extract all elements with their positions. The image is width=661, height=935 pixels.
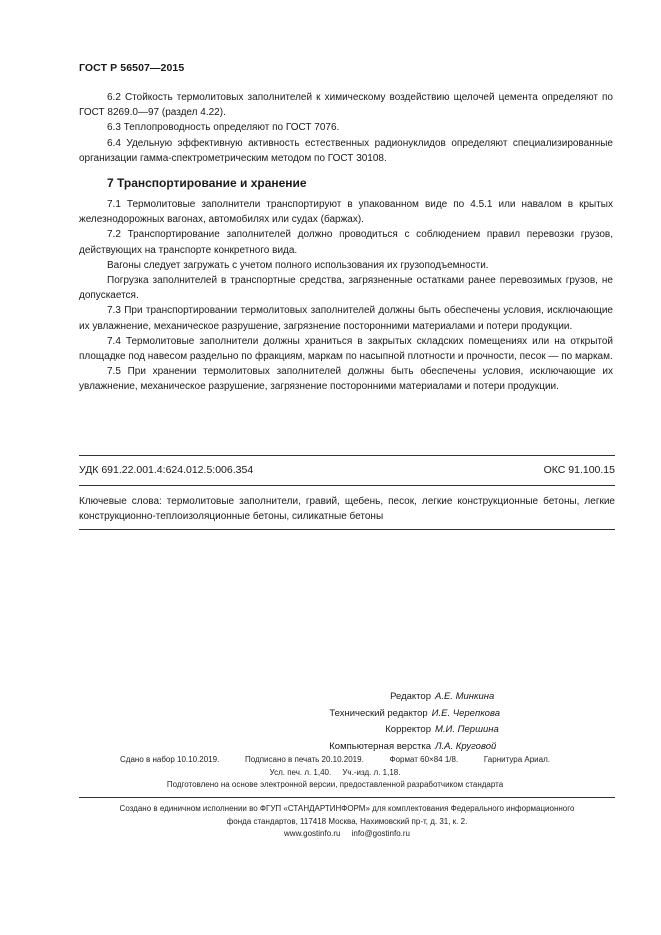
udk-code: УДК 691.22.001.4:624.012.5:006.354 (79, 464, 254, 476)
divider-top (79, 455, 615, 456)
paragraph: 6.4 Удельную эффективную активность естественных радионуклидов определяют специализированные организации гамма-спектрометрическим методом по ГОСТ 30108. (79, 137, 613, 164)
paragraph: 7.2 Транспортирование заполнителей должно проводиться с соблюдением правил перевозки грузов, действующих на транспорте конкретного вида. (79, 229, 613, 256)
credit-role: Редактор (390, 691, 431, 702)
publisher-block (79, 803, 615, 841)
imprint-signed-date: Подписано в печать 20.10.2019. (245, 755, 364, 764)
imprint-format: Формат 60×84 1/8. (389, 755, 459, 764)
credit-row (200, 739, 500, 756)
classification-row (79, 464, 615, 476)
paragraph: 7.5 При хранении термолитовых заполнителей должны быть обеспечены условия, исключающие их увлажнение, механическое разрушение, загрязнение посторонними материалами и потери продукции. (79, 366, 613, 393)
imprint-sheets: Усл. печ. л. 1,40. Уч.-изд. л. 1,18. (269, 767, 401, 777)
paragraph: 7.4 Термолитовые заполнители должны храниться в закрытых складских помещениях или на открытой площадке под навесом раздельно по фракциям, маркам по насыпной плотности и прочности, песок — по маркам. (79, 335, 613, 363)
section-7-title: 7 Транспортирование и хранение (107, 176, 307, 190)
paragraph: 7.3 При транспортировании термолитовых заполнителей должны быть обеспечены условия, исключающие их увлажнение, механическое разрушение, загрязнение посторонними материалами и потери продукции. (79, 305, 613, 332)
credit-name: Л.А. Круговой (435, 740, 497, 752)
credit-role: Технический редактор (329, 707, 428, 719)
oks-code: ОКС 91.100.15 (543, 464, 615, 476)
section-6-body (79, 90, 613, 166)
paragraph: Вагоны следует загружать с учетом полного использования их грузоподъемности. (107, 259, 489, 271)
credit-role: Корректор (385, 724, 431, 735)
imprint-set-date: Сдано в набор 10.10.2019. (120, 755, 220, 764)
imprint-prepared: Подготовлено на основе электронной версии, предоставленной разработчиком стандарта (166, 780, 504, 789)
paragraph: 6.3 Теплопроводность определяют по ГОСТ 7076. (107, 122, 340, 134)
section-7-body (79, 197, 613, 395)
credit-name: А.Е. Минкина (435, 691, 495, 702)
imprint-typeface: Гарнитура Ариал. (483, 755, 550, 764)
publisher-line: фонда стандартов, 117418 Москва, Нахимовский пр-т, д. 31, к. 2. (226, 816, 468, 826)
publisher-line: Создано в единичном исполнении во ФГУП «СТАНДАРТИНФОРМ» для комплектования Федерального информационного (119, 804, 575, 813)
divider-middle (79, 485, 615, 486)
credit-row (200, 722, 500, 739)
paragraph: Погрузка заполнителей в транспортные средства, загрязненные остатками ранее перевозимых грузов, не допускается. (79, 275, 613, 302)
credits-block (200, 689, 500, 755)
credit-name: И.Е. Черепкова (431, 707, 500, 719)
credit-role: Компьютерная верстка (329, 740, 431, 752)
credit-row (200, 689, 500, 706)
divider-bottom (79, 529, 615, 530)
publisher-contacts: www.gostinfo.ru info@gostinfo.ru (284, 829, 410, 838)
paragraph: 6.2 Стойкость термолитовых заполнителей к химическому воздействию щелочей цемента определяют по ГОСТ 8269.0—97 (раздел 4.22). (79, 92, 613, 119)
credit-name: М.И. Першина (435, 724, 499, 735)
imprint-row (120, 754, 550, 767)
document-header: ГОСТ Р 56507—2015 (79, 62, 185, 74)
paragraph: 7.1 Термолитовые заполнители транспортируют в упакованном виде по 4.5.1 или навалом в крытых железнодорожных вагонах, автомобилях или судах (баржах). (79, 199, 613, 226)
credit-row (200, 706, 500, 723)
keywords: Ключевые слова: термолитовые заполнители, гравий, щебень, песок, легкие конструкционные бетоны, легкие конструкционно-теплоизоляционные бетоны, силикатные бетоны (79, 496, 615, 522)
imprint-block (120, 754, 550, 792)
divider-publisher (79, 797, 615, 798)
